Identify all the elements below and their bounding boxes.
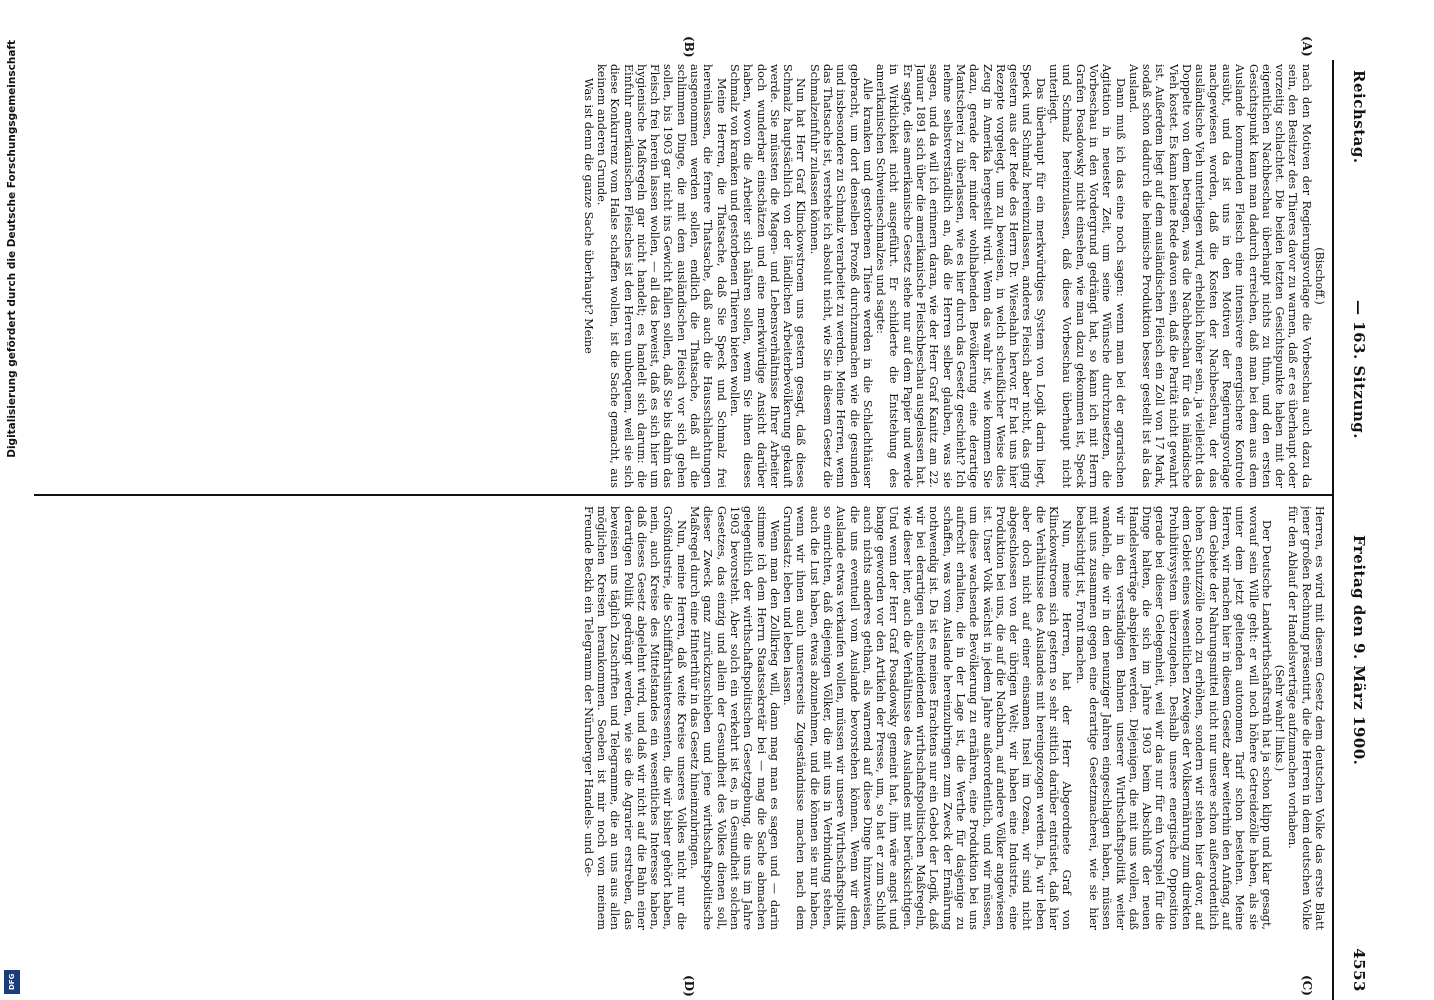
digitization-footer	[0, 0, 24, 1000]
header-reichstag: Reichstag.	[1350, 70, 1368, 164]
paragraph: Das überhaupt für ein merkwürdiges System von Logik darin liegt, Speck und Schmalz hereinzulassen, anderes Fleisch aber nicht, das ging gestern aus der Rede des Herrn Dr. Wiesehahn hervor. Er hat uns hier Rezepte vorgelegt, um zu beweisen, in welch scheußlicher Weise dies Zeug in Amerika hergestellt wird. Wenn das wahr ist, wie kommen Sie dazu, gerade der minder wohlhabenden Bevölkerung eine derartige Mantscherei zu überlassen, wie es hier durch das Gesetz geschieht? Ich nehme selbstverständlich an, daß die Herren selber glauben, was sie sagen, und da will ich erinnern daran, wie der Herr Graf Kanitz am 22. Januar 1891 sich über die amerikanische Fleischbeschau ausgelassen hat. Er sagte, dies amerikanische Gesetz stehe nur auf dem Papier und werde in Wirklichkeit nicht ausgeführt. Er schilderte die Entstehung des amerikanischen Schweineschmalzes und sagte:	[874, 64, 1047, 488]
paragraph: Meine Herren, die Thatsache, daß Sie Speck und Schmalz frei hereinlassen, die fernere Thatsache, daß auch die Hausschlachtungen ausgenommen werden sollen, endlich die Thatsache, daß all die schlimmen Dinge, die mit dem ausländischen Fleisch vor sich gehen sollen, bis 1903 gar nicht ins Gewicht fallen sollen, daß Sie bis dahin das Fleisch frei herein lassen wollen, — all das beweist, daß es sich hier um hygienische Maßregeln gar nicht handelt; es handelt sich darum: die Einfuhr amerikanischen Fleisches ist den Herren unbequem, weil sie sich diese Konkurrenz vom Halse schaffen wollen, ist die Sache gemacht, aus keinem anderen Grunde.	[594, 64, 728, 488]
paragraph: Der Deutsche Landwirthschaftsrath hat ja schon klipp und klar gesagt, worauf sein Wille geht: er will noch höhere Getreidezölle haben, als sie unter dem jetzt geltenden autonomen Tarif schon bestehen. Meine Herren, wir machen hier in diesem Gesetz aber weiterhin den Anfang, auf dem Gebiete der Nahrungsmittel nicht nur unsere schon außerordentlich hohen Schutzzölle noch zu erhöhen, sondern wir stehen hier davor, auf dem Gebiet eines wesentlichen Zweiges der Volksernährung zum direkten Prohibitivsystem überzugehen. Deshalb unsere energische Opposition gerade bei dieser Gelegenheit, weil wir das nur für ein Vorspiel für die Dinge halten, die sich im Jahre 1903 beim Abschluß der neuen Handelsverträge abspielen werden. Diejenigen, die mit uns wollen, daß wir in den verständigen Bahnen unserer Wirthschaftspolitik weiter wandeln, die wir in den neunziger Jahren eingeschlagen haben, müssen mit uns zusammen gegen eine derartige Gesetzmacherei, wie sie hier beabsichtigt ist, Front machen.	[1073, 506, 1273, 930]
paragraph: Was ist denn die ganze Sache überhaupt? Meine	[581, 78, 595, 354]
margin-mark-b: (B)	[682, 36, 696, 58]
paragraph: Wenn man den Zollkrieg will, dann mag man es sagen und — darin stimme ich dem Herrn Staatssekretär bei — mag die Sache abmachen gelegentlich der wirthschaftspolitischen Gesetzgebung, die uns im Jahre 1903 bevorsteht. Aber solch ein verkehrt ist es, in Gesundheit solchen Gesetzes, das einzig und allein der Gesundheit des Volkes dienen soll, dieser Zweck ganz zurückzuschieben und jene wirthschaftspolitische Maßregel durch eine Hinterthür in das Gesetz hineinzubringen.	[688, 506, 781, 930]
quotation: Alle kranken und gestorbenen Thiere werden in die Schlachthäuser gebracht, um dort denselben Prozeß durchzumachen wie die gesunden und insbesondere zu Schmalz verarbeitet zu werden. Meine Herren, wenn das Thatsache ist, verstehe ich absolut nicht, wie Sie in diesem Gesetz die Schmalzeinfuhr zulassen können.	[807, 64, 874, 488]
left-text-column	[26, 64, 1326, 488]
header-date: Freitag den 9. März 1900.	[1350, 535, 1368, 766]
paragraph: Nun, meine Herren, daß weite Kreise unseres Volkes nicht nur die Großindustrie, die Schifffahrtsinteressenten, die wir bisher gehört haben, nein, auch Kreise des Mittelstandes ein wesentliches Interesse haben, daß dieses Gesetz abgelehnt wird, und daß wir nicht auf die Bahn einer derartigen Politik gedrängt werden, wie sie die Agrarier erstreben, das beweisen uns täglich Zuschriften und Telegramme, die an uns aus allen möglichen Kreisen herankommen. Soeben ist mir noch von meinem Freunde Beckh ein Telegramm der Nürnberger Handels- und Ge-	[581, 506, 688, 930]
header-session: — 163. Sitzung.	[1350, 300, 1368, 439]
paragraph: Dann muß ich das eine noch sagen: wenn man bei der agrarischen Agitation in neuester Zeit, um seine Wünsche durchzusetzen, die Vorbeschau in den Vordergrund gedrängt hat, so kann ich mit Herrn Grafen Posadowsky nicht einsehen, wie man dazu gekommen ist, Speck und Schmalz hereinzulassen, daß diese Vorbeschau überhaupt nicht unterliegt.	[1047, 64, 1127, 488]
paragraph: nach den Motiven der Regierungsvorlage die Vorbeschau auch dazu da sein, den Besitzer des Thieres davor zu warnen, daß er es überhaupt oder vorzeitig schlachtet. Die beiden letzten Gesichtspunkte haben mit der eigentlichen Nachbeschau überhaupt nichts zu thun, und den ersten Gesichtspunkt kann man dadurch erreichen, daß man bei dem aus dem Auslande kommenden Fleisch eine intensivere energischere Kontrole ausübt, und da ist uns in den Motiven der Regierungsvorlage nachgewiesen worden, daß die Kosten der Nachbeschau, der das ausländische Vieh unterliegen wird, erheblich höher sein, ja vielleicht das Doppelte von dem betragen, was die Nachbeschau für das inländische Vieh kostet. Es kann keine Rede davon sein, daß die Parität nicht gewahrt ist. Außerdem liegt auf dem ausländischen Fleisch ein Zoll von 17 Mark, sodaß schon dadurch die heimische Produktion besser gestellt ist als das Ausland.	[1126, 64, 1313, 488]
page-number: 4553	[1350, 948, 1368, 992]
right-text-column	[26, 506, 1326, 930]
interjection: (Sehr wahr! links.)	[1273, 664, 1287, 772]
margin-mark-c: (C)	[1300, 975, 1314, 996]
funding-notice: Digitalisierung gefördert durch die Deutsche Forschungsgemeinschaft	[6, 40, 18, 458]
paragraph: Nun, meine Herren, hat der Herr Abgeordnete Graf von Klinckowstroem sich gestern so sehr sittlich darüber entrüstet, daß hier die Verhältnisse des Auslandes mit hereingezogen werden. Ja, wir leben aber doch nicht auf einer einsamen Insel im Ozean, wir sind nicht abgeschlossen von der übrigen Welt; wir haben eine Industrie, eine Produktion bei uns, die auf die Nachbarn, auf andere Völker angewiesen ist. Unser Volk wächst in jedem Jahre außerordentlich, und wir müssen, um diese wachsende Bevölkerung zu ernähren, eine Produktion bei uns aufrecht erhalten, die in der Lage ist, die Werthe für dasjenige zu schaffen, was vom Auslande hereinzubringen zum Zweck der Ernährung nothwendig ist. Da ist es meines Erachtens nur ein Gebot der Logik, daß wir bei derartigen einschneidenden wirthschaftspolitischen Maßregeln, wie dieser hier, auch die Verhältnisse des Auslandes mit berücksichtigen. Und wenn der Herr Graf Posadowsky gemeint hat, ihm wäre angst und bange geworden vor den Artikeln der Presse, um, so hat er zum Schluß auch nichts anderes gethan, als warnend auf diese Dinge hinzuweisen, die uns eventuell vom Auslande bevorstehen können. Wenn wir dem Auslande etwas verkaufen wollen, müssen wir unsere Wirthschaftspolitik so einrichten, daß diejenigen Völker, die mit uns in Verbindung stehen, auch die Lust haben, etwas abzunehmen, und die können sie nur haben, wenn wir ihnen auch unsererseits Zugeständnisse machen nach dem Grundsatz: leben und leben lassen.	[781, 506, 1074, 930]
speaker-name: (Bischoff.)	[1313, 247, 1326, 305]
margin-mark-a: (A)	[1300, 36, 1314, 57]
header-rule	[1333, 60, 1335, 1000]
dfg-logo-icon: DFG	[4, 970, 20, 994]
margin-mark-d: (D)	[682, 975, 696, 997]
paragraph: Nun hat Herr Graf Klinckowstroem uns gestern gesagt, daß dieses Schmalz hauptsächlich von der ländlichen Arbeiterbevölkerung gekauft werde. Sie müssten die Magen- und Lebensverhältnisse Ihrer Arbeiter doch wunderbar einschätzen und eine merkwürdige Ansicht darüber haben, wovon die Arbeiter sich nähren sollen, wenn Sie ihnen dieses Schmalz von kranken und gestorbenen Thieren bieten wollen.	[727, 64, 808, 488]
paragraph: Herren, es wird mit diesem Gesetz dem deutschen Volke das erste Blatt jener großen Rechnung präsentirt, die die Herren in dem deutschen Volke für den Ablauf der Handelsverträge aufzumachen vorhaben.	[1286, 506, 1326, 930]
column-divider	[34, 494, 1334, 496]
